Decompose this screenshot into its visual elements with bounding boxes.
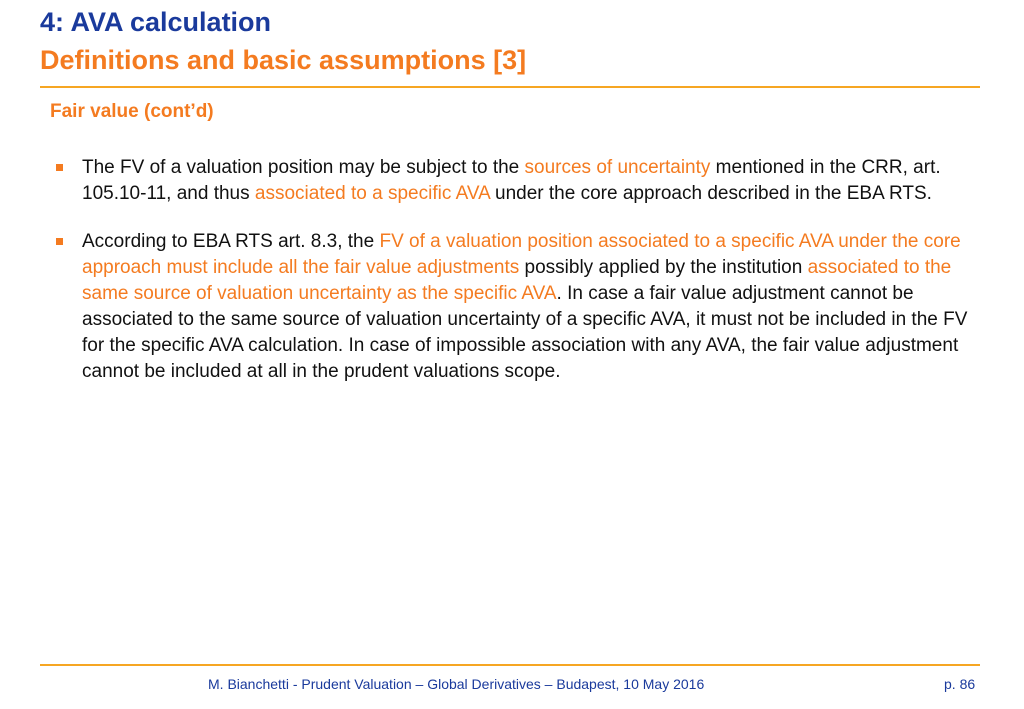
bullet-list — [54, 155, 974, 407]
square-bullet-icon — [56, 238, 63, 245]
bullet-2-segment-2: FV of a valuation position associated to a specific AVA under the core approach must include all the fair value adjustments — [82, 231, 961, 278]
slide-subtitle: Definitions and basic assumptions [3] — [40, 45, 527, 75]
bullet-2-segment-5: . In case a fair value adjustment cannot be associated to the same source of valuation uncertainty of a specific AVA, it must not be included in the FV for the specific AVA calculation. In case of impossible association with any AVA, the fair value adjustment cannot be included at all in the prudent valuations scope. — [82, 283, 968, 382]
bullet-1-segment-2: sources of uncertainty — [524, 157, 711, 178]
bullet-2-segment-1: According to EBA RTS art. 8.3, the — [82, 231, 380, 252]
bullet-item-1 — [54, 155, 974, 207]
bullet-1-segment-1: The FV of a valuation position may be subject to the — [82, 157, 525, 178]
slide-title: 4: AVA calculation — [40, 7, 272, 37]
header-divider — [40, 86, 980, 88]
footer-divider — [40, 664, 980, 666]
footer-text: M. Bianchetti - Prudent Valuation – Global Derivatives – Budapest, 10 May 2016 — [208, 676, 705, 692]
bullet-2-segment-3: possibly applied by the institution — [519, 257, 808, 278]
bullet-1-segment-4: associated to a specific AVA — [254, 183, 490, 204]
bullet-2-segment-4: associated to the same source of valuation uncertainty as the specific AVA — [82, 257, 952, 304]
square-bullet-icon — [56, 164, 63, 171]
bullet-1-segment-5: under the core approach described in the EBA RTS. — [489, 183, 932, 204]
bullet-1-segment-3: mentioned in the CRR, art. 105.10-11, and thus — [82, 157, 941, 204]
section-heading: Fair value (cont’d) — [50, 101, 214, 122]
page-number: p. 86 — [944, 676, 976, 692]
bullet-item-2 — [54, 229, 974, 385]
